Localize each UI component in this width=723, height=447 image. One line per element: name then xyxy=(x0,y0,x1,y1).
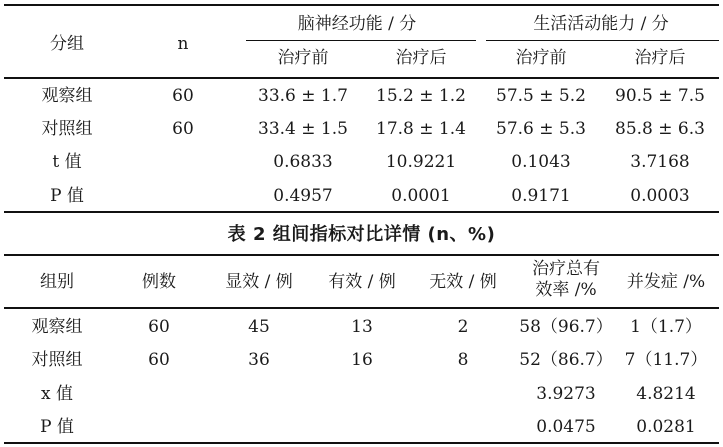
table-2-row-label: x 值 xyxy=(41,384,73,404)
table-1-cell: 15.2 ± 1.2 xyxy=(376,86,466,106)
header-after-brain: 治疗后 xyxy=(395,48,447,68)
table-2-cell: 0.0475 xyxy=(536,417,596,437)
table-1-cell: 0.9171 xyxy=(511,186,571,206)
table-1-header-rule xyxy=(4,77,719,79)
table-2-cell: 36 xyxy=(248,350,270,370)
header-sub-rule-right xyxy=(486,40,719,41)
table-1-cell: 85.8 ± 6.3 xyxy=(615,119,705,139)
table-1-cell: 57.6 ± 5.3 xyxy=(496,119,586,139)
table-1-cell: 0.1043 xyxy=(511,152,571,172)
table-2-header-rule xyxy=(4,307,719,309)
table-2-cell: 16 xyxy=(351,350,373,370)
table-1-top-rule xyxy=(4,4,719,6)
header-before-activity: 治疗前 xyxy=(515,48,567,68)
table-1-row-label: t 值 xyxy=(52,152,82,172)
header-n: n xyxy=(177,34,189,54)
table-2-cell: 0.0281 xyxy=(636,417,696,437)
table-1-cell: 57.5 ± 5.2 xyxy=(496,86,586,106)
table-1-row-label: 对照组 xyxy=(41,119,93,139)
header-after-activity: 治疗后 xyxy=(634,48,686,68)
table-1-cell: 33.4 ± 1.5 xyxy=(258,119,348,139)
header-complication: 并发症 /% xyxy=(626,272,706,292)
table-2-bottom-rule xyxy=(4,442,719,444)
table-1-cell: 0.0003 xyxy=(630,186,690,206)
table-2-cell: 60 xyxy=(148,317,170,337)
table-2-row-label: 观察组 xyxy=(31,317,83,337)
table-1-row-n: 60 xyxy=(172,86,194,106)
table-1-bottom-rule xyxy=(4,211,719,213)
header-cases: 例数 xyxy=(142,272,176,292)
header-total-line2: 效率 /% xyxy=(535,280,597,300)
header-marked: 显效 / 例 xyxy=(225,272,293,292)
table-2-top-rule xyxy=(4,254,719,256)
table-1-cell: 33.6 ± 1.7 xyxy=(258,86,348,106)
table-2-cell: 4.8214 xyxy=(636,384,696,404)
table-2-cell: 60 xyxy=(148,350,170,370)
header-effective: 有效 / 例 xyxy=(328,272,396,292)
header-brain-function: 脑神经功能 / 分 xyxy=(297,14,417,34)
table-1-cell: 0.4957 xyxy=(273,186,333,206)
header-group-2: 组别 xyxy=(40,272,74,292)
table-1-cell: 17.8 ± 1.4 xyxy=(376,119,466,139)
header-total-effective-rate xyxy=(532,259,600,301)
table-1-cell: 90.5 ± 7.5 xyxy=(615,86,705,106)
header-before-brain: 治疗前 xyxy=(277,48,329,68)
table-1-row-label: P 值 xyxy=(50,186,84,206)
table-1-row-label: 观察组 xyxy=(41,86,93,106)
header-sub-rule-left xyxy=(246,40,476,41)
table-2-row-label: P 值 xyxy=(40,417,74,437)
table-1-row-n: 60 xyxy=(172,119,194,139)
table-2-cell: 1（1.7） xyxy=(630,317,702,337)
table-2-cell: 2 xyxy=(457,317,469,337)
table-2-cell: 8 xyxy=(457,350,469,370)
table-1-cell: 0.0001 xyxy=(391,186,451,206)
header-invalid: 无效 / 例 xyxy=(429,272,497,292)
table-2-cell: 7（11.7） xyxy=(624,350,708,370)
table-1-cell: 3.7168 xyxy=(630,152,690,172)
table-2-cell: 45 xyxy=(248,317,270,337)
table-2-caption: 表 2 组间指标对比详情 (n、%) xyxy=(227,224,496,245)
table-2-cell: 3.9273 xyxy=(536,384,596,404)
table-1-cell: 10.9221 xyxy=(385,152,457,172)
header-group: 分组 xyxy=(50,34,84,54)
header-total-line1: 治疗总有 xyxy=(532,259,600,279)
table-2-cell: 58（96.7） xyxy=(519,317,613,337)
table-2-cell: 52（86.7） xyxy=(519,350,613,370)
table-1-cell: 0.6833 xyxy=(273,152,333,172)
table-2-row-label: 对照组 xyxy=(31,350,83,370)
header-daily-activity: 生活活动能力 / 分 xyxy=(533,14,669,34)
table-2-cell: 13 xyxy=(351,317,373,337)
